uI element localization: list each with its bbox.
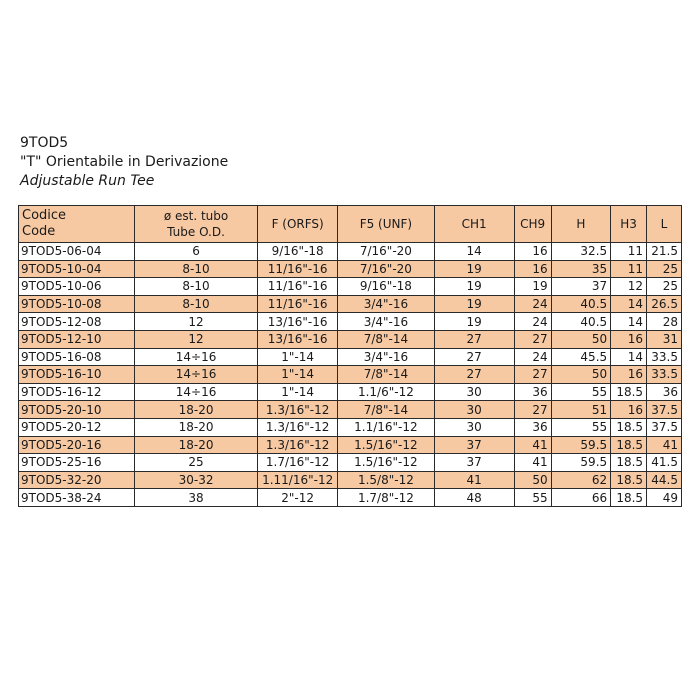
table-header-row	[19, 206, 682, 243]
cell-f5-unf: 7/16"-20	[338, 243, 434, 261]
product-code-title: 9TOD5	[20, 135, 69, 151]
cell-h3: 16	[611, 366, 647, 384]
cell-ch1: 30	[434, 418, 514, 436]
cell-code: 9TOD5-16-08	[19, 348, 135, 366]
cell-l: 37.5	[647, 418, 682, 436]
cell-f5-unf: 1.1/6"-12	[338, 383, 434, 401]
cell-ch9: 24	[514, 313, 551, 331]
table-row	[19, 418, 682, 436]
column-header-tube-od	[134, 206, 257, 243]
cell-h: 45.5	[551, 348, 611, 366]
cell-h: 32.5	[551, 243, 611, 261]
cell-ch1: 27	[434, 330, 514, 348]
cell-h: 37	[551, 278, 611, 296]
cell-code: 9TOD5-38-24	[19, 489, 135, 507]
cell-f5-unf: 1.1/16"-12	[338, 418, 434, 436]
column-header-line1: Codice	[22, 208, 67, 223]
cell-h3: 14	[611, 348, 647, 366]
cell-f5-unf: 1.5/8"-12	[338, 471, 434, 489]
cell-h: 51	[551, 401, 611, 419]
cell-h3: 18.5	[611, 383, 647, 401]
cell-code: 9TOD5-12-08	[19, 313, 135, 331]
cell-code: 9TOD5-20-12	[19, 418, 135, 436]
cell-ch9: 24	[514, 295, 551, 313]
cell-f5-unf: 3/4"-16	[338, 295, 434, 313]
cell-ch9: 27	[514, 401, 551, 419]
cell-code: 9TOD5-32-20	[19, 471, 135, 489]
cell-f-orfs: 13/16"-16	[258, 313, 338, 331]
cell-h3: 14	[611, 295, 647, 313]
cell-ch1: 19	[434, 260, 514, 278]
table-body	[19, 243, 682, 507]
cell-tube-od: 18-20	[134, 418, 257, 436]
cell-f5-unf: 3/4"-16	[338, 348, 434, 366]
cell-ch1: 27	[434, 348, 514, 366]
cell-h3: 18.5	[611, 454, 647, 472]
column-header-line1: ø est. tubo	[163, 209, 229, 223]
cell-ch9: 55	[514, 489, 551, 507]
table-row	[19, 313, 682, 331]
cell-code: 9TOD5-10-06	[19, 278, 135, 296]
cell-code: 9TOD5-10-08	[19, 295, 135, 313]
cell-l: 28	[647, 313, 682, 331]
cell-l: 31	[647, 330, 682, 348]
cell-ch1: 37	[434, 436, 514, 454]
cell-tube-od: 8-10	[134, 278, 257, 296]
table-row	[19, 454, 682, 472]
table-row	[19, 436, 682, 454]
cell-f5-unf: 7/8"-14	[338, 330, 434, 348]
cell-f5-unf: 7/16"-20	[338, 260, 434, 278]
table-row	[19, 401, 682, 419]
cell-f-orfs: 13/16"-16	[258, 330, 338, 348]
column-header-h: H	[551, 206, 611, 243]
cell-l: 49	[647, 489, 682, 507]
cell-ch1: 14	[434, 243, 514, 261]
cell-code: 9TOD5-25-16	[19, 454, 135, 472]
cell-h3: 16	[611, 330, 647, 348]
cell-ch9: 36	[514, 418, 551, 436]
cell-tube-od: 14÷16	[134, 348, 257, 366]
title-block	[20, 134, 228, 191]
table-row	[19, 260, 682, 278]
spec-table	[18, 205, 682, 507]
cell-ch9: 24	[514, 348, 551, 366]
cell-h3: 16	[611, 401, 647, 419]
cell-ch9: 27	[514, 366, 551, 384]
cell-h3: 12	[611, 278, 647, 296]
cell-ch1: 19	[434, 278, 514, 296]
cell-tube-od: 30-32	[134, 471, 257, 489]
cell-f5-unf: 1.5/16"-12	[338, 454, 434, 472]
cell-h3: 18.5	[611, 471, 647, 489]
cell-h: 40.5	[551, 313, 611, 331]
cell-h: 55	[551, 383, 611, 401]
cell-ch1: 41	[434, 471, 514, 489]
cell-l: 25	[647, 278, 682, 296]
cell-h: 55	[551, 418, 611, 436]
cell-f5-unf: 3/4"-16	[338, 313, 434, 331]
column-header-line2: Tube O.D.	[167, 225, 225, 239]
table-row	[19, 366, 682, 384]
cell-tube-od: 12	[134, 313, 257, 331]
cell-tube-od: 8-10	[134, 260, 257, 278]
cell-tube-od: 18-20	[134, 401, 257, 419]
table-row	[19, 489, 682, 507]
cell-h3: 11	[611, 260, 647, 278]
cell-tube-od: 14÷16	[134, 383, 257, 401]
cell-l: 41.5	[647, 454, 682, 472]
cell-f5-unf: 9/16"-18	[338, 278, 434, 296]
cell-ch9: 41	[514, 436, 551, 454]
cell-ch1: 48	[434, 489, 514, 507]
table-row	[19, 348, 682, 366]
column-header-f-orfs: F (ORFS)	[258, 206, 338, 243]
column-header-f5-unf: F5 (UNF)	[338, 206, 434, 243]
cell-l: 33.5	[647, 348, 682, 366]
cell-f-orfs: 11/16"-16	[258, 278, 338, 296]
cell-f5-unf: 7/8"-14	[338, 366, 434, 384]
cell-h: 62	[551, 471, 611, 489]
product-name-italian: "T" Orientabile in Derivazione	[20, 154, 229, 170]
cell-tube-od: 18-20	[134, 436, 257, 454]
cell-h: 59.5	[551, 436, 611, 454]
cell-code: 9TOD5-12-10	[19, 330, 135, 348]
cell-l: 26.5	[647, 295, 682, 313]
cell-l: 44.5	[647, 471, 682, 489]
cell-f-orfs: 11/16"-16	[258, 295, 338, 313]
cell-ch9: 16	[514, 243, 551, 261]
column-header-line2: Code	[22, 224, 56, 239]
cell-h3: 14	[611, 313, 647, 331]
cell-f-orfs: 11/16"-16	[258, 260, 338, 278]
column-header-h3: H3	[611, 206, 647, 243]
cell-h: 40.5	[551, 295, 611, 313]
cell-ch9: 41	[514, 454, 551, 472]
cell-ch9: 36	[514, 383, 551, 401]
cell-f5-unf: 7/8"-14	[338, 401, 434, 419]
cell-code: 9TOD5-20-16	[19, 436, 135, 454]
cell-ch1: 19	[434, 295, 514, 313]
column-header-ch1: CH1	[434, 206, 514, 243]
cell-h: 35	[551, 260, 611, 278]
table-row	[19, 243, 682, 261]
cell-f5-unf: 1.7/8"-12	[338, 489, 434, 507]
cell-ch9: 16	[514, 260, 551, 278]
cell-tube-od: 12	[134, 330, 257, 348]
product-name-english: Adjustable Run Tee	[20, 173, 155, 189]
cell-code: 9TOD5-06-04	[19, 243, 135, 261]
cell-ch1: 30	[434, 401, 514, 419]
cell-tube-od: 6	[134, 243, 257, 261]
cell-code: 9TOD5-10-04	[19, 260, 135, 278]
column-header-ch9: CH9	[514, 206, 551, 243]
cell-l: 36	[647, 383, 682, 401]
table-row	[19, 471, 682, 489]
cell-l: 41	[647, 436, 682, 454]
cell-tube-od: 38	[134, 489, 257, 507]
cell-tube-od: 14÷16	[134, 366, 257, 384]
cell-ch1: 27	[434, 366, 514, 384]
cell-f-orfs: 9/16"-18	[258, 243, 338, 261]
cell-ch1: 19	[434, 313, 514, 331]
table-row	[19, 278, 682, 296]
cell-ch9: 19	[514, 278, 551, 296]
table-row	[19, 295, 682, 313]
cell-l: 25	[647, 260, 682, 278]
cell-l: 37.5	[647, 401, 682, 419]
cell-code: 9TOD5-20-10	[19, 401, 135, 419]
cell-ch1: 30	[434, 383, 514, 401]
column-header-code	[19, 206, 135, 243]
cell-f-orfs: 1"-14	[258, 348, 338, 366]
cell-l: 21.5	[647, 243, 682, 261]
table-row	[19, 330, 682, 348]
cell-h3: 18.5	[611, 436, 647, 454]
cell-f-orfs: 2"-12	[258, 489, 338, 507]
cell-h: 50	[551, 330, 611, 348]
cell-f-orfs: 1"-14	[258, 366, 338, 384]
cell-f-orfs: 1.7/16"-12	[258, 454, 338, 472]
cell-tube-od: 8-10	[134, 295, 257, 313]
cell-tube-od: 25	[134, 454, 257, 472]
cell-f-orfs: 1.3/16"-12	[258, 401, 338, 419]
cell-f-orfs: 1"-14	[258, 383, 338, 401]
cell-h3: 18.5	[611, 489, 647, 507]
cell-h: 66	[551, 489, 611, 507]
cell-f-orfs: 1.3/16"-12	[258, 418, 338, 436]
cell-h3: 18.5	[611, 418, 647, 436]
cell-h: 50	[551, 366, 611, 384]
column-header-l: L	[647, 206, 682, 243]
cell-f-orfs: 1.11/16"-12	[258, 471, 338, 489]
cell-f-orfs: 1.3/16"-12	[258, 436, 338, 454]
cell-ch1: 37	[434, 454, 514, 472]
cell-ch9: 50	[514, 471, 551, 489]
cell-l: 33.5	[647, 366, 682, 384]
table-row	[19, 383, 682, 401]
cell-code: 9TOD5-16-10	[19, 366, 135, 384]
cell-ch9: 27	[514, 330, 551, 348]
cell-code: 9TOD5-16-12	[19, 383, 135, 401]
cell-f5-unf: 1.5/16"-12	[338, 436, 434, 454]
cell-h3: 11	[611, 243, 647, 261]
cell-h: 59.5	[551, 454, 611, 472]
